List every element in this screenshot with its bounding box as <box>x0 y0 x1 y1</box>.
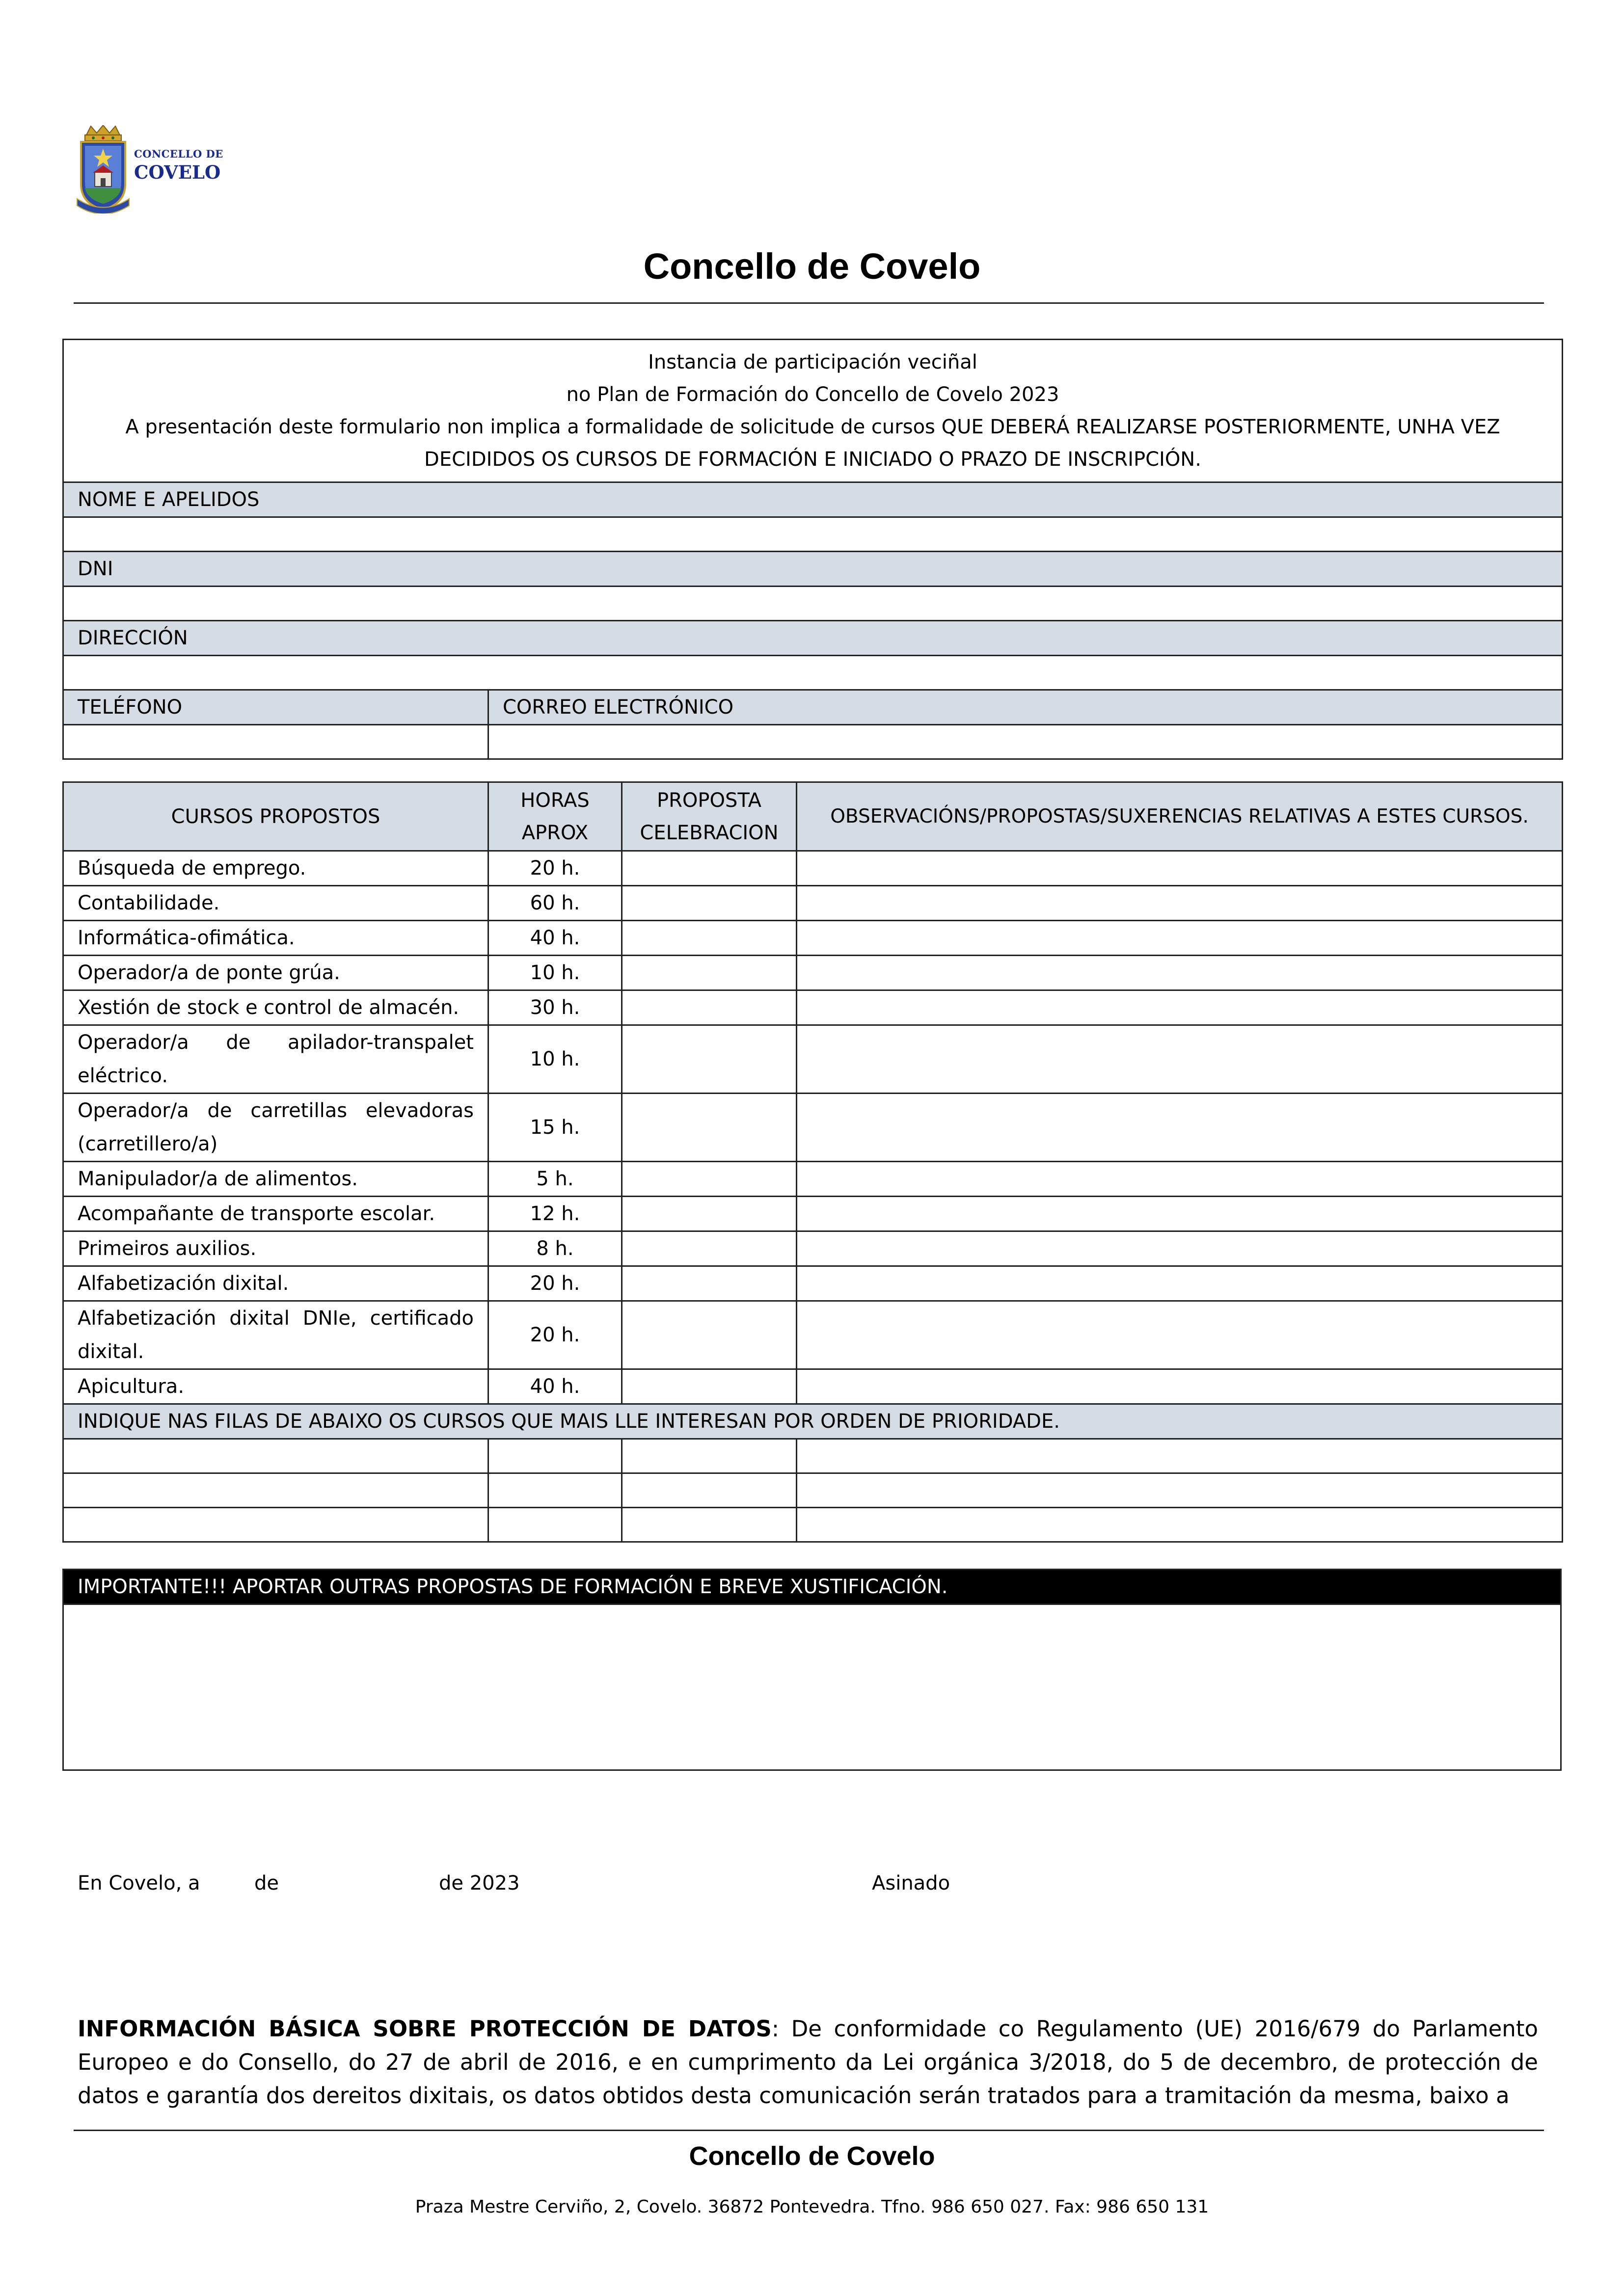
course-observation-cell[interactable] <box>797 956 1563 990</box>
priority-course-cell[interactable] <box>63 1473 488 1508</box>
course-observation-cell[interactable] <box>797 1197 1563 1231</box>
course-observation-cell[interactable] <box>797 1025 1563 1094</box>
course-hours: 10 h. <box>488 1025 622 1094</box>
course-name: Alfabetización dixital DNIe, certificado dixital. <box>63 1301 488 1369</box>
course-observation-cell[interactable] <box>797 990 1563 1025</box>
course-name: Manipulador/a de alimentos. <box>63 1162 488 1197</box>
table-row <box>63 1025 1563 1094</box>
course-hours: 60 h. <box>488 886 622 921</box>
table-row <box>63 1197 1563 1231</box>
title-divider <box>74 302 1544 304</box>
course-hours: 20 h. <box>488 1266 622 1301</box>
course-hours: 5 h. <box>488 1162 622 1197</box>
course-proposal-cell[interactable] <box>622 1162 797 1197</box>
course-hours: 30 h. <box>488 990 622 1025</box>
important-header: IMPORTANTE!!! APORTAR OUTRAS PROPOSTAS DE FORMACIÓN E BREVE XUSTIFICACIÓN. <box>63 1570 1561 1604</box>
place-label: En Covelo, a <box>78 1872 200 1895</box>
logo-line2: COVELO <box>134 161 221 183</box>
table-row <box>63 921 1563 956</box>
course-name: Xestión de stock e control de almacén. <box>63 990 488 1025</box>
course-proposal-cell[interactable] <box>622 1301 797 1369</box>
form-header-notice: A presentación deste formulario non implica a formalidade de solicitude de cursos QUE DEBERÁ REALIZARSE POSTERIORMENTE, UNHA VEZ DECIDIDOS OS CURSOS DE FORMACIÓN E INICIADO O PRAZO DE INSCRIPCIÓN. <box>125 416 1500 471</box>
signed-label: Asinado <box>872 1872 950 1895</box>
priority-proposal-cell[interactable] <box>622 1473 797 1508</box>
name-field[interactable] <box>63 517 1563 552</box>
course-hours: 40 h. <box>488 921 622 956</box>
table-row <box>63 851 1563 886</box>
coat-of-arms-icon <box>76 125 130 214</box>
date-de-label: de <box>254 1872 279 1895</box>
priority-proposal-cell[interactable] <box>622 1508 797 1542</box>
course-name: Acompañante de transporte escolar. <box>63 1197 488 1231</box>
priority-row <box>63 1439 1563 1473</box>
col-header-observations: OBSERVACIÓNS/PROPOSTAS/SUXERENCIAS RELATIVAS A ESTES CURSOS. <box>797 782 1563 851</box>
course-proposal-cell[interactable] <box>622 1197 797 1231</box>
priority-note: INDIQUE NAS FILAS DE ABAIXO OS CURSOS QUE MAIS LLE INTERESAN POR ORDEN DE PRIORIDADE. <box>63 1404 1563 1439</box>
table-row <box>63 1162 1563 1197</box>
footer-divider <box>74 2130 1544 2131</box>
course-name: Operador/a de ponte grúa. <box>63 956 488 990</box>
priority-hours-cell[interactable] <box>488 1508 622 1542</box>
course-name: Apicultura. <box>63 1369 488 1404</box>
privacy-paragraph <box>78 2012 1538 2112</box>
email-field[interactable] <box>488 725 1563 759</box>
course-proposal-cell[interactable] <box>622 956 797 990</box>
course-proposal-cell[interactable] <box>622 1025 797 1094</box>
dni-field[interactable] <box>63 587 1563 621</box>
course-proposal-cell[interactable] <box>622 1094 797 1162</box>
table-row <box>63 1266 1563 1301</box>
course-name: Alfabetización dixital. <box>63 1266 488 1301</box>
col-header-course: CURSOS PROPOSTOS <box>63 782 488 851</box>
table-row <box>63 1369 1563 1404</box>
course-hours: 20 h. <box>488 851 622 886</box>
course-proposal-cell[interactable] <box>622 921 797 956</box>
important-field[interactable] <box>63 1604 1561 1770</box>
course-name: Primeiros auxilios. <box>63 1231 488 1266</box>
course-name: Operador/a de carretillas elevadoras (carretillero/a) <box>63 1094 488 1162</box>
course-name: Contabilidade. <box>63 886 488 921</box>
courses-table <box>62 781 1563 1543</box>
course-proposal-cell[interactable] <box>622 1369 797 1404</box>
name-label: NOME E APELIDOS <box>63 482 1563 517</box>
phone-field[interactable] <box>63 725 488 759</box>
email-label: CORREO ELECTRÓNICO <box>488 690 1563 725</box>
course-observation-cell[interactable] <box>797 1266 1563 1301</box>
footer-address: Praza Mestre Cerviño, 2, Covelo. 36872 Pontevedra. Tfno. 986 650 027. Fax: 986 650 131 <box>415 2197 1209 2217</box>
course-proposal-cell[interactable] <box>622 886 797 921</box>
table-row <box>63 1231 1563 1266</box>
address-field[interactable] <box>63 656 1563 690</box>
table-row <box>63 1301 1563 1369</box>
form-header <box>63 340 1563 482</box>
course-proposal-cell[interactable] <box>622 1266 797 1301</box>
course-name: Informática-ofimática. <box>63 921 488 956</box>
course-observation-cell[interactable] <box>797 886 1563 921</box>
course-observation-cell[interactable] <box>797 1231 1563 1266</box>
course-observation-cell[interactable] <box>797 1094 1563 1162</box>
table-row <box>63 956 1563 990</box>
course-observation-cell[interactable] <box>797 1301 1563 1369</box>
course-proposal-cell[interactable] <box>622 990 797 1025</box>
course-hours: 12 h. <box>488 1197 622 1231</box>
priority-row <box>63 1473 1563 1508</box>
priority-observation-cell[interactable] <box>797 1439 1563 1473</box>
priority-proposal-cell[interactable] <box>622 1439 797 1473</box>
col-header-hours: HORAS APROX <box>488 782 622 851</box>
applicant-form <box>62 339 1563 760</box>
footer-title: Concello de Covelo <box>689 2141 935 2171</box>
course-hours: 20 h. <box>488 1301 622 1369</box>
important-box <box>62 1569 1562 1771</box>
col-header-proposal: PROPOSTA CELEBRACION <box>622 782 797 851</box>
course-hours: 40 h. <box>488 1369 622 1404</box>
dni-label: DNI <box>63 552 1563 587</box>
year-label: de 2023 <box>439 1872 520 1895</box>
form-header-title: Instancia de participación veciñal <box>648 351 977 374</box>
course-proposal-cell[interactable] <box>622 851 797 886</box>
course-hours: 10 h. <box>488 956 622 990</box>
course-hours: 15 h. <box>488 1094 622 1162</box>
form-header-subtitle: no Plan de Formación do Concello de Covelo 2023 <box>566 383 1059 406</box>
table-row <box>63 886 1563 921</box>
table-row <box>63 1094 1563 1162</box>
privacy-text: : De conformidade co Regulamento (UE) 2016/679 do Parlamento Europeo e do Consello, do 27 de abril de 2016, e en cumprimento da Lei orgánica 3/2018, do 5 de decembro, de protección de datos e garantía dos dereitos dixitais, os datos obtidos desta comunicación serán tratados para a tramitación da mesma, baixo a <box>78 2016 1539 2109</box>
course-observation-cell[interactable] <box>797 921 1563 956</box>
priority-observation-cell[interactable] <box>797 1473 1563 1508</box>
course-name: Operador/a de apilador-transpalet eléctrico. <box>63 1025 488 1094</box>
page-title: Concello de Covelo <box>643 246 981 287</box>
priority-hours-cell[interactable] <box>488 1473 622 1508</box>
table-row <box>63 990 1563 1025</box>
course-observation-cell[interactable] <box>797 1162 1563 1197</box>
privacy-heading: INFORMACIÓN BÁSICA SOBRE PROTECCIÓN DE DATOS <box>78 2016 772 2042</box>
course-proposal-cell[interactable] <box>622 1231 797 1266</box>
priority-observation-cell[interactable] <box>797 1508 1563 1542</box>
course-observation-cell[interactable] <box>797 851 1563 886</box>
address-label: DIRECCIÓN <box>63 621 1563 656</box>
priority-row <box>63 1508 1563 1542</box>
priority-course-cell[interactable] <box>63 1508 488 1542</box>
logo-line1: CONCELLO DE <box>134 148 223 160</box>
concello-logo <box>76 125 228 214</box>
priority-course-cell[interactable] <box>63 1439 488 1473</box>
priority-hours-cell[interactable] <box>488 1439 622 1473</box>
course-hours: 8 h. <box>488 1231 622 1266</box>
course-observation-cell[interactable] <box>797 1369 1563 1404</box>
phone-label: TELÉFONO <box>63 690 488 725</box>
course-name: Búsqueda de emprego. <box>63 851 488 886</box>
